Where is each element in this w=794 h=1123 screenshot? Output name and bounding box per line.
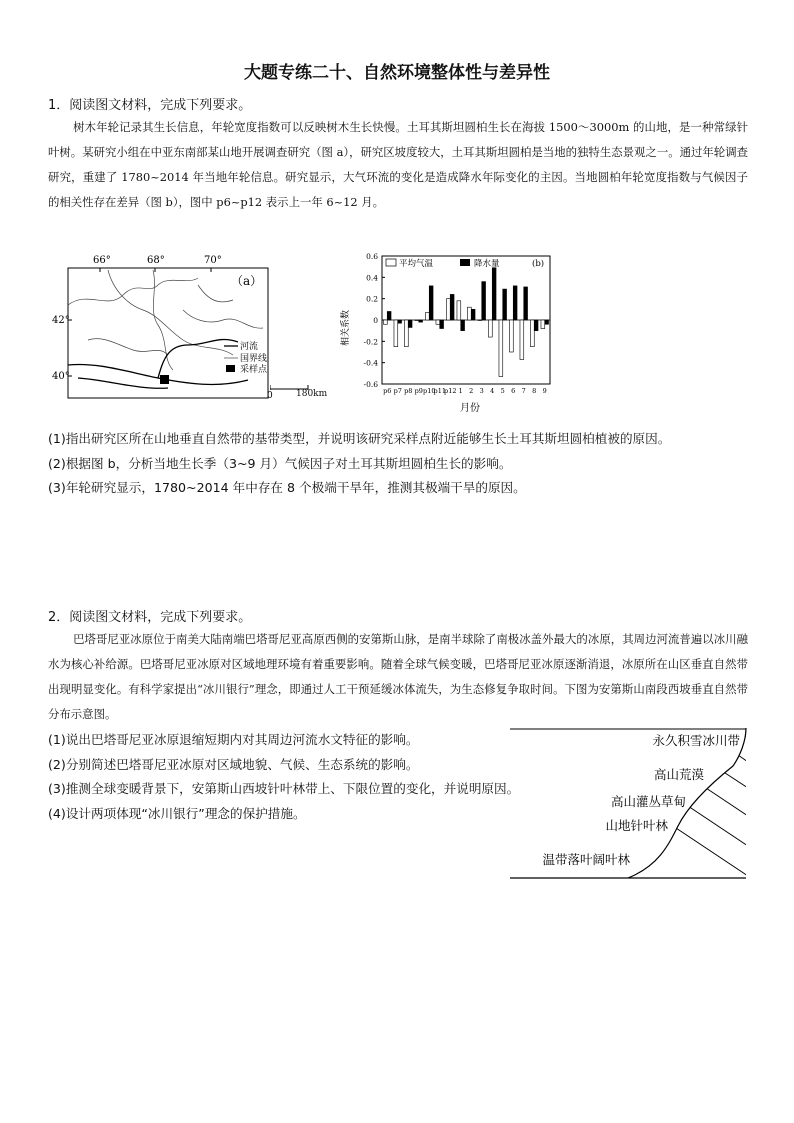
y-tick-label: -0.6	[363, 380, 378, 389]
y-tick-label: -0.2	[363, 337, 378, 347]
bar-precipitation	[471, 309, 475, 320]
x-axis-label: 月份	[460, 403, 480, 413]
legend-border: 国界线	[240, 354, 268, 364]
map-label: （a）	[231, 274, 263, 288]
x-tick-label: p12	[444, 387, 457, 395]
correlation-bar-chart	[336, 248, 556, 413]
x-tick-label: 4	[490, 387, 495, 395]
x-tick-label: 5	[500, 387, 505, 395]
q2-material	[48, 627, 748, 727]
scale-zero: 0	[267, 391, 273, 401]
page-title: 大题专练二十、自然环境整体性与差异性	[244, 63, 550, 83]
bar-precipitation	[419, 320, 423, 322]
bar-precipitation	[461, 320, 465, 331]
x-tick-label: 6	[511, 387, 516, 395]
bar-temperature	[383, 320, 387, 324]
lat-label-40: 40°	[52, 371, 70, 382]
y-tick-label: -0.4	[363, 358, 378, 368]
scale-distance: 180km	[296, 389, 328, 399]
legend-river: 河流	[240, 342, 259, 352]
q1-material-text: 树木年轮记录其生长信息，年轮宽度指数可以反映树木生长快慢。土耳其斯坦圆柏生长在海拔 1500～3000m 的山地，是一种常绿针叶树。某研究小组在中亚东南部某山地开展调查研究（图 a），研究区坡度较大，土耳其斯坦圆柏是当地的独特生态景观之一。通过年轮调查研究，重建了 1780~2014 年当地年轮信息。研究显示，大气环流的变化是造成降水年际变化的主因。当地圆柏年轮宽度指数与气候因子的相关性存在差异（图 b），图中 p6~p12 表示上一年 6~12 月。	[48, 120, 748, 209]
q2-questions	[48, 728, 519, 826]
zone-2-label: 高山荒漠	[653, 767, 704, 782]
bar-temperature	[425, 313, 429, 320]
y-axis-label: 相关系数	[341, 309, 351, 347]
q2-question-2: (2)分别简述巴塔哥尼亚冰原对区域地貌、气候、生态系统的影响。	[48, 756, 419, 772]
q2-question-1: (1)说出巴塔哥尼亚冰原退缩短期内对其周边河流水文特征的影响。	[48, 732, 419, 747]
bar-precipitation	[492, 268, 496, 320]
bar-precipitation	[387, 311, 391, 320]
bar-precipitation	[534, 320, 538, 331]
bar-precipitation	[482, 282, 486, 320]
bar-temperature	[394, 320, 398, 347]
lon-label-68: 68°	[147, 255, 165, 266]
y-tick-label: 0.4	[366, 273, 378, 283]
zone-4-label: 山地针叶林	[605, 818, 668, 833]
bar-precipitation	[398, 320, 402, 323]
bar-temperature	[436, 320, 440, 324]
bar-temperature	[520, 320, 524, 359]
x-tick-label: 3	[479, 387, 484, 395]
bar-temperature	[404, 320, 408, 347]
lat-label-42: 42°	[52, 315, 70, 326]
bar-temperature	[446, 299, 450, 320]
zone-5-label: 温带落叶阔叶林	[542, 852, 630, 867]
q2-question-4: (4)设计两项体现“冰川银行”理念的保护措施。	[48, 805, 306, 821]
lon-label-70: 70°	[204, 255, 222, 266]
x-tick-label: 1	[458, 387, 463, 395]
x-tick-label: 8	[532, 387, 537, 395]
bar-temperature	[488, 320, 492, 337]
bar-precipitation	[513, 286, 517, 320]
q2-question-3: (3)推测全球变暖背景下，安第斯山西坡针叶林带上、下限位置的变化，并说明原因。	[48, 781, 520, 796]
zone-3-label: 高山灌丛草甸	[610, 794, 686, 809]
bar-temperature	[499, 320, 503, 377]
q1-questions	[48, 427, 670, 501]
x-tick-label: p7	[393, 387, 402, 395]
x-tick-label: p10	[423, 387, 436, 395]
bar-precipitation	[429, 286, 433, 320]
bar-temperature	[457, 301, 461, 320]
river-lines	[68, 340, 248, 389]
scale-bar	[270, 385, 310, 395]
x-tick-label: 7	[521, 387, 526, 395]
x-tick-label: p6	[383, 387, 392, 395]
q2-heading: 2．阅读图文材料，完成下列要求。	[48, 610, 252, 625]
bar-temperature	[415, 320, 419, 321]
x-tick-label: 2	[469, 387, 474, 395]
bar-temperature	[467, 307, 471, 320]
bar-precipitation	[545, 320, 549, 324]
q1-question-1: (1)指出研究区所在山地垂直自然带的基带类型，并说明该研究采样点附近能够生长土耳其斯坦圆柏植被的原因。	[48, 431, 671, 446]
x-tick-label: p11	[433, 387, 446, 395]
chart-label: (b)	[532, 259, 545, 269]
legend-sample: 采样点	[240, 365, 268, 375]
bar-precipitation	[524, 287, 528, 320]
x-tick-label: p8	[404, 387, 413, 395]
q1-material	[48, 115, 748, 215]
zone-1-label: 永久积雪冰川带	[652, 733, 740, 748]
x-tick-label: p9	[414, 387, 423, 395]
q1-heading: 1．阅读图文材料，完成下列要求。	[48, 98, 252, 113]
legend-precipitation: 降水量	[474, 259, 500, 269]
q2-material-text: 巴塔哥尼亚冰原位于南美大陆南端巴塔哥尼亚高原西侧的安第斯山脉，是南半球除了南极冰盖外最大的冰原，其周边河流普遍以冰川融水为核心补给源。巴塔哥尼亚冰原对区域地理环境有着重要影响。随着全球气候变暖，巴塔哥尼亚冰原逐渐消退，冰原所在山区垂直自然带出现明显变化。有科学家提出“冰川银行”理念，即通过人工干预延缓冰体流失，为生态修复争取时间。下图为安第斯山南段西坡垂直自然带分布示意图。	[48, 632, 748, 721]
sample-point-marker	[160, 375, 169, 384]
bar-temperature	[541, 320, 545, 329]
bar-temperature	[478, 320, 482, 321]
bar-temperature	[530, 320, 534, 347]
mountain-zones-diagram	[508, 726, 748, 881]
bar-precipitation	[503, 289, 507, 320]
legend-temperature: 平均气温	[399, 259, 434, 269]
q1-question-3: (3)年轮研究显示，1780~2014 年中存在 8 个极端干旱年，推测其极端干旱的原因。	[48, 480, 526, 495]
x-tick-label: 9	[542, 387, 547, 395]
q1-question-2: (2)根据图 b，分析当地生长季（3~9 月）气候因子对土耳其斯坦圆柏生长的影响。	[48, 455, 512, 471]
bar-temperature	[509, 320, 513, 352]
legend-swatch-precipitation	[460, 259, 470, 266]
legend-swatch-temperature	[386, 259, 396, 266]
bar-precipitation	[440, 320, 444, 329]
lon-label-66: 66°	[93, 255, 111, 266]
bar-precipitation	[408, 320, 412, 327]
y-tick-label: 0.6	[366, 252, 378, 261]
y-tick-label: 0	[373, 316, 378, 325]
study-area-map	[48, 250, 280, 405]
bar-precipitation	[450, 294, 454, 320]
y-tick-label: 0.2	[366, 294, 378, 304]
